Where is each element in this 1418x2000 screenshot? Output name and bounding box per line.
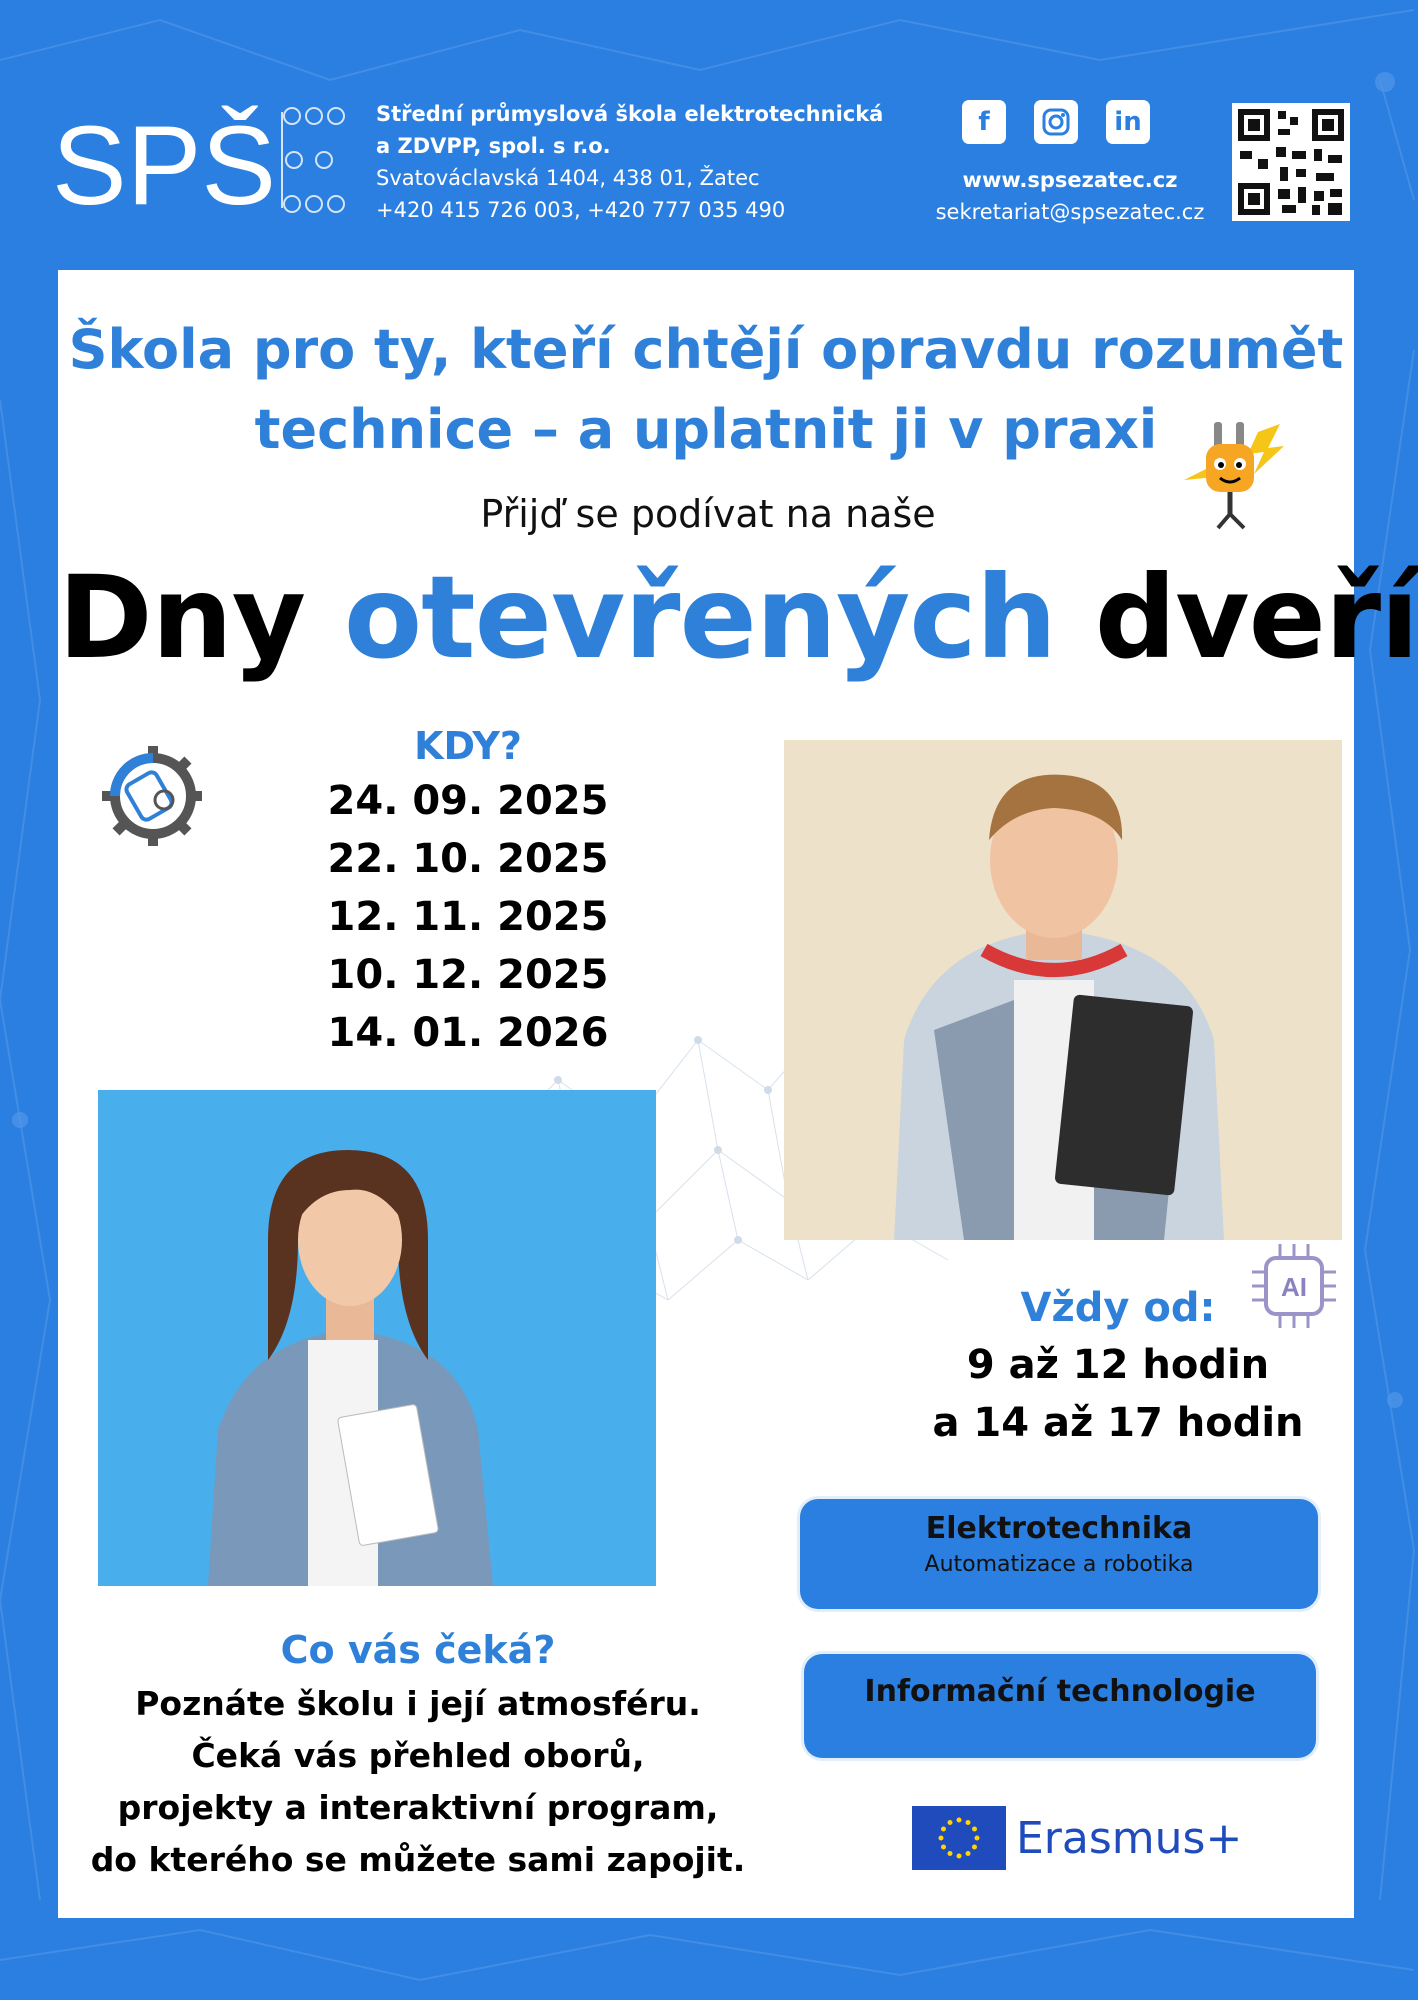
dates-section: [268, 720, 668, 1062]
headline-part2: otevřených: [343, 551, 1056, 684]
website-link[interactable]: www.spsezatec.cz: [962, 168, 1178, 192]
hours-line1: 9 až 12 hodin: [966, 1342, 1270, 1388]
school-phones: +420 415 726 003, +420 777 035 490: [376, 198, 786, 222]
what-awaits-section: [58, 1622, 778, 1886]
opening-hours: [848, 1280, 1388, 1452]
erasmus-text: Erasmus+: [1016, 1812, 1243, 1864]
headline-part3: dveří: [1094, 551, 1418, 684]
date-item: 22. 10. 2025: [327, 836, 609, 882]
invite-text: Přijď se podívat na naše: [480, 492, 936, 536]
date-item: 14. 01. 2026: [327, 1010, 609, 1056]
what-awaits-line: Čeká vás přehled oborů,: [191, 1736, 645, 1775]
header: [0, 0, 1414, 270]
date-item: 12. 11. 2025: [327, 894, 609, 940]
svg-text:SPŠ: SPŠ: [52, 103, 277, 228]
facebook-icon[interactable]: f: [962, 100, 1006, 144]
hours-title: Vždy od:: [1020, 1285, 1216, 1331]
dates-title: KDY?: [414, 724, 522, 768]
what-awaits-line: Poznáte školu i její atmosféru.: [135, 1684, 701, 1723]
email-link[interactable]: sekretariat@spsezatec.cz: [935, 200, 1205, 224]
school-logo: [52, 92, 352, 228]
qr-code[interactable]: [1232, 103, 1350, 221]
headline: [58, 548, 1418, 688]
school-name-line2: a ZDVPP, spol. s r.o.: [376, 134, 611, 158]
eu-flag-icon: [912, 1806, 1006, 1870]
what-awaits-title: Co vás čeká?: [280, 1628, 556, 1672]
tagline-line1: Škola pro ty, kteří chtějí opravdu rozumět: [68, 318, 1344, 381]
student-girl-photo: [98, 1090, 656, 1586]
headline-part1: Dny: [58, 551, 306, 684]
school-address: Svatováclavská 1404, 438 01, Žatec: [376, 166, 760, 190]
date-item: 10. 12. 2025: [327, 952, 609, 998]
gear-icon: [102, 746, 202, 846]
field-subtitle: Automatizace a robotika: [924, 1552, 1194, 1577]
school-name-line1: Střední průmyslová škola elektrotechnická: [376, 102, 884, 126]
student-boy-photo: [784, 740, 1342, 1240]
field-card-elektrotechnika[interactable]: [800, 1499, 1318, 1609]
what-awaits-line: projekty a interaktivní program,: [117, 1788, 719, 1827]
hours-line2: a 14 až 17 hodin: [932, 1400, 1304, 1446]
date-item: 24. 09. 2025: [327, 778, 609, 824]
field-name: Informační technologie: [864, 1674, 1256, 1709]
contact-info: [900, 164, 1240, 228]
what-awaits-line: do kterého se můžete sami zapojit.: [90, 1840, 746, 1879]
tagline-line2: technice – a uplatnit ji v praxi: [254, 398, 1158, 461]
social-links: [962, 100, 1150, 144]
field-card-informacni-technologie[interactable]: [804, 1654, 1316, 1758]
linkedin-icon[interactable]: in: [1106, 100, 1150, 144]
main-panel: [58, 270, 1418, 1918]
svg-text:AI: AI: [1281, 1272, 1307, 1302]
tagline: [58, 310, 1354, 470]
instagram-icon[interactable]: [1034, 100, 1078, 144]
erasmus-logo: [912, 1806, 1242, 1870]
school-info: [376, 98, 883, 226]
field-name: Elektrotechnika: [925, 1511, 1193, 1546]
